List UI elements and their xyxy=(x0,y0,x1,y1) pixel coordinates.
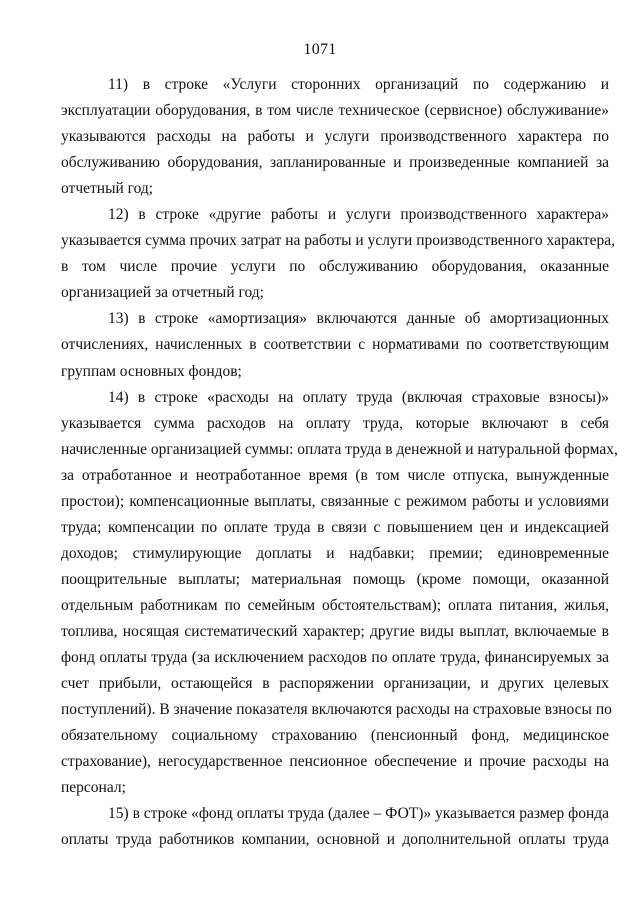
text-line: 15) в строке «фонд оплаты труда (далее – ФОТ)» указывается размер фонда xyxy=(108,805,609,823)
text-line: указывается сумма расходов на оплату труда, которые включают в себя xyxy=(61,414,609,432)
text-line: 13) в строке «амортизация» включаются данные об амортизационных xyxy=(108,310,609,328)
text-line: простои); компенсационные выплаты, связанные с режимом работы и условиями xyxy=(61,492,609,510)
text-line: фонд оплаты труда (за исключением расходов по оплате труда, финансируемых за xyxy=(61,649,609,667)
text-line: обязательному социальному страхованию (пенсионный фонд, медицинское xyxy=(61,727,609,745)
text-line: отдельным работникам по семейным обстоятельствам); оплата питания, жилья, xyxy=(61,596,609,614)
text-line: эксплуатации оборудования, в том числе техническое (сервисное) обслуживание» xyxy=(61,102,609,120)
text-line: 11) в строке «Услуги сторонних организаций по содержанию и xyxy=(108,76,609,93)
text-line: персонал; xyxy=(61,779,126,797)
text-line: обслуживанию оборудования, запланированные и произведенные компанией за xyxy=(61,154,609,172)
text-line: доходов; стимулирующие доплаты и надбавки; премии; единовременные xyxy=(61,544,609,562)
text-line: счет прибыли, остающейся в распоряжении организации, и других целевых xyxy=(61,675,609,693)
text-line: 12) в строке «другие работы и услуги производственного характера» xyxy=(108,206,609,224)
text-line: поступлений). В значение показателя включаются расходы на страховые взносы по xyxy=(61,701,612,719)
text-line: отчислениях, начисленных в соответствии с нормативами по соответствующим xyxy=(61,336,609,354)
page-number: 1071 xyxy=(303,41,337,58)
text-line: топлива, носящая систематический характер; другие виды выплат, включаемые в xyxy=(61,622,609,640)
paragraph-item-14 xyxy=(61,385,618,802)
text-line: 14) в строке «расходы на оплату труда (включая страховые взносы)» xyxy=(108,388,609,406)
paragraph-item-15 xyxy=(61,801,609,853)
text-line: в том числе прочие услуги по обслуживанию оборудования, оказанные xyxy=(61,258,609,276)
text-line: группам основных фондов; xyxy=(61,362,242,380)
text-line: указываются расходы на работы и услуги производственного характера по xyxy=(61,128,609,146)
text-line: за отработанное и неотработанное время (в том числе отпуска, вынужденные xyxy=(61,466,609,484)
text-line: оплаты труда работников компании, основной и дополнительной оплаты труда xyxy=(61,831,609,849)
text-line: поощрительные выплаты; материальная помощь (кроме помощи, оказанной xyxy=(61,570,609,588)
paragraph-item-11 xyxy=(61,72,609,202)
paragraph-item-13 xyxy=(61,306,609,384)
text-line: страхование), негосударственное пенсионное обеспечение и прочие расходы на xyxy=(61,753,609,771)
text-line: отчетный год; xyxy=(61,180,154,198)
text-line: начисленные организацией суммы: оплата труда в денежной и натуральной формах, xyxy=(61,440,618,458)
paragraph-item-12 xyxy=(61,202,616,306)
document-body xyxy=(61,72,618,853)
text-line: указывается сумма прочих затрат на работы и услуги производственного характера, xyxy=(61,232,616,250)
text-line: организацией за отчетный год; xyxy=(61,284,264,302)
text-line: труда; компенсации по оплате труда в связи с повышением цен и индексацией xyxy=(61,518,609,536)
